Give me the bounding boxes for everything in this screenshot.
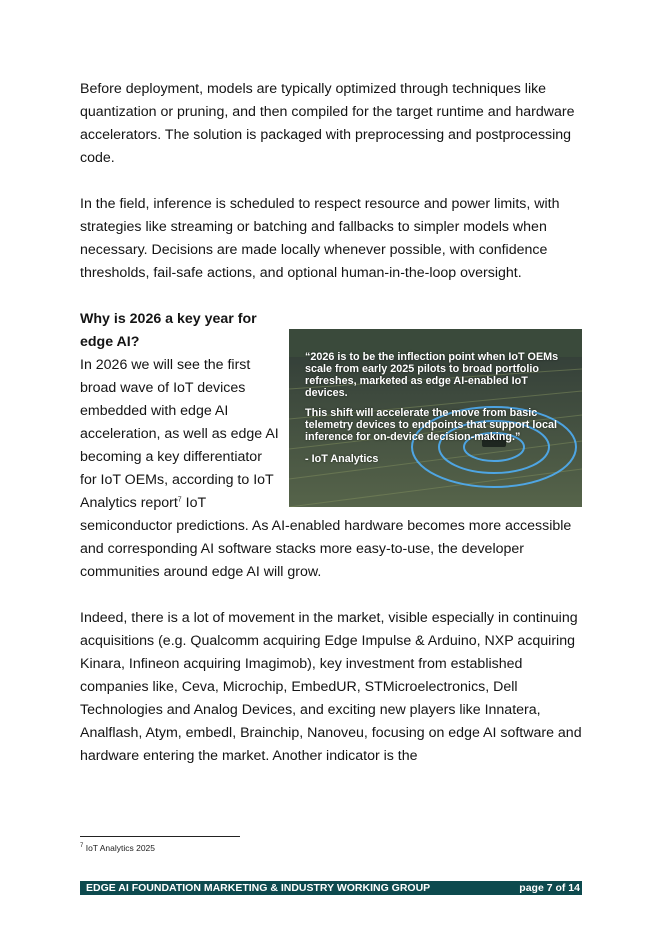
document-body: [80, 78, 582, 791]
quote-line-2: This shift will accelerate the move from basic telemetry devices to endpoints that support local inference for on-device decision-making.”: [305, 407, 557, 443]
section-why-2026: [80, 308, 582, 584]
footnote-number: 7: [80, 843, 84, 850]
quote-attribution: - IoT Analytics: [305, 453, 379, 465]
footnote-reference[interactable]: 7: [177, 496, 182, 504]
footer-title: EDGE AI FOUNDATION MARKETING & INDUSTRY WORKING GROUP: [86, 882, 431, 894]
section-heading: Why is 2026 a key year for edge AI?: [80, 311, 257, 350]
pull-quote: [305, 351, 573, 473]
page-footer: [80, 881, 582, 895]
footnote: [80, 843, 155, 853]
paragraph-market-movement: Indeed, there is a lot of movement in the market, visible especially in continuing acquisitions (e.g. Qualcomm acquiring Edge Impulse & Arduino, NXP acquiring Kinara, Infineon acquiring Imagimob), key investment from established companies like, Ceva, Microchip, EmbedUR, STMicroelectronics, Dell Technologies and Analog Devices, and exciting new players like Innatera, Analflash, Atym, embedl, Brainchip, Nanoveu, focusing on edge AI software and hardware entering the market. Another indicator is the: [80, 610, 582, 764]
quote-figure: [289, 329, 582, 507]
paragraph-inference: In the field, inference is scheduled to respect resource and power limits, with strategies like streaming or batching and fallbacks to simpler models when necessary. Decisions are made locally whenever possible, with confidence thresholds, fail-safe actions, and optional human-in-the-loop oversight.: [80, 196, 560, 281]
quote-line-1: “2026 is to be the inflection point when IoT OEMs scale from early 2025 pilots to broad portfolio refreshes, marketed as edge AI-enabled IoT devices.: [305, 351, 559, 399]
footnote-text: IoT Analytics 2025: [83, 843, 156, 853]
section-body-part2: IoT semiconductor predictions. As AI-enabled hardware becomes more accessible and corresponding AI software stacks more easy-to-use, the developer communities around edge AI will grow.: [80, 495, 572, 580]
footnote-divider: [80, 836, 240, 837]
section-body-part1: In 2026 we will see the first broad wave of IoT devices embedded with edge AI acceleration, as well as edge AI becoming a key differentiator for IoT OEMs, according to IoT Analytics report: [80, 357, 279, 511]
page-number: page 7 of 14: [519, 882, 580, 894]
paragraph-optimization: Before deployment, models are typically optimized through techniques like quantization or pruning, and then compiled for the target runtime and hardware accelerators. The solution is packaged with preprocessing and postprocessing code.: [80, 81, 575, 166]
